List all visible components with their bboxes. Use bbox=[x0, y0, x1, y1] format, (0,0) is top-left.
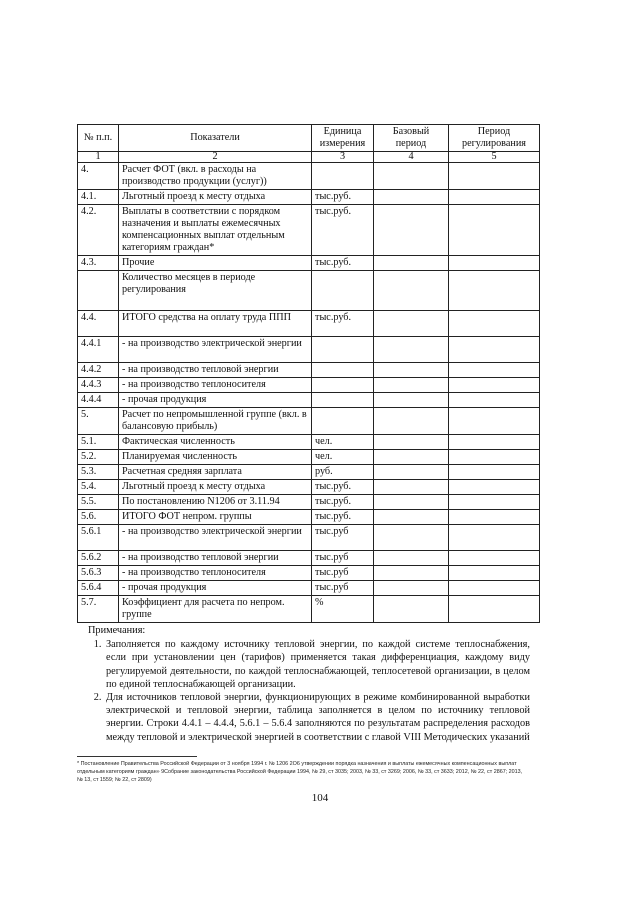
header-regulation-period: Период регулирования bbox=[449, 125, 540, 152]
row-unit: тыс.руб. bbox=[312, 495, 374, 510]
table-row bbox=[78, 163, 540, 190]
row-unit: руб. bbox=[312, 465, 374, 480]
table-row bbox=[78, 435, 540, 450]
row-unit bbox=[312, 408, 374, 435]
header-num: № п.п. bbox=[78, 125, 119, 152]
row-label: ИТОГО средства на оплату труда ППП bbox=[119, 311, 312, 337]
row-label: - на производство электрической энергии bbox=[119, 337, 312, 363]
row-number: 5.3. bbox=[78, 465, 119, 480]
row-number: 5.6.3 bbox=[78, 566, 119, 581]
row-number: 4.4. bbox=[78, 311, 119, 337]
row-label: Коэффициент для расчета по непром. группе bbox=[119, 596, 312, 623]
row-number: 4.4.2 bbox=[78, 363, 119, 378]
row-unit: тыс.руб bbox=[312, 566, 374, 581]
row-regulation-value bbox=[449, 596, 540, 623]
row-number: 4.4.3 bbox=[78, 378, 119, 393]
row-unit: чел. bbox=[312, 450, 374, 465]
row-regulation-value bbox=[449, 256, 540, 271]
row-regulation-value bbox=[449, 205, 540, 256]
row-base-value bbox=[374, 311, 449, 337]
col-number-5: 5 bbox=[449, 152, 540, 163]
row-base-value bbox=[374, 163, 449, 190]
table-row bbox=[78, 363, 540, 378]
col-number-3: 3 bbox=[312, 152, 374, 163]
row-number: 5. bbox=[78, 408, 119, 435]
row-unit: тыс.руб. bbox=[312, 311, 374, 337]
table-row bbox=[78, 190, 540, 205]
row-label: Расчет по непромышленной группе (вкл. в балансовую прибыль) bbox=[119, 408, 312, 435]
row-number: 5.5. bbox=[78, 495, 119, 510]
row-regulation-value bbox=[449, 337, 540, 363]
row-label: - на производство электрической энергии bbox=[119, 525, 312, 551]
row-number bbox=[78, 271, 119, 311]
row-base-value bbox=[374, 378, 449, 393]
indicators-table bbox=[77, 124, 540, 623]
row-base-value bbox=[374, 271, 449, 311]
notes-title: Примечания: bbox=[88, 625, 146, 636]
row-number: 4.4.4 bbox=[78, 393, 119, 408]
row-label: Льготный проезд к месту отдыха bbox=[119, 480, 312, 495]
footnote-divider bbox=[77, 756, 197, 757]
row-regulation-value bbox=[449, 271, 540, 311]
table-row bbox=[78, 566, 540, 581]
row-base-value bbox=[374, 190, 449, 205]
row-label: Расчетная средняя зарплата bbox=[119, 465, 312, 480]
table-row bbox=[78, 337, 540, 363]
row-unit: тыс.руб. bbox=[312, 256, 374, 271]
row-label: - на производство теплоносителя bbox=[119, 378, 312, 393]
row-label: - на производство теплоносителя bbox=[119, 566, 312, 581]
note-item-1: 1. Заполняется по каждому источнику тепловой энергии, по каждой системе теплоснабжения, если при установлении цен (тарифов) применяется такая дифференциация, каждому виду регулируемой деятельности, по каждой теплоснабжающей, теплосетевой организации, в целом по единой теплоснабжающей организации. bbox=[104, 638, 530, 691]
col-number-4: 4 bbox=[374, 152, 449, 163]
row-label: Количество месяцев в периоде регулирования bbox=[119, 271, 312, 311]
row-unit: тыс.руб. bbox=[312, 510, 374, 525]
row-regulation-value bbox=[449, 311, 540, 337]
row-label: - на производство тепловой энергии bbox=[119, 363, 312, 378]
row-base-value bbox=[374, 525, 449, 551]
table-row bbox=[78, 525, 540, 551]
row-unit: тыс.руб bbox=[312, 525, 374, 551]
row-unit: тыс.руб. bbox=[312, 190, 374, 205]
row-base-value bbox=[374, 363, 449, 378]
table-row bbox=[78, 378, 540, 393]
page-number: 104 bbox=[311, 792, 329, 804]
row-regulation-value bbox=[449, 480, 540, 495]
row-number: 5.6.1 bbox=[78, 525, 119, 551]
row-unit: чел. bbox=[312, 435, 374, 450]
row-label: - прочая продукция bbox=[119, 393, 312, 408]
row-number: 5.1. bbox=[78, 435, 119, 450]
table-row bbox=[78, 450, 540, 465]
row-unit bbox=[312, 163, 374, 190]
row-regulation-value bbox=[449, 408, 540, 435]
table-header-row bbox=[78, 125, 540, 152]
table-row bbox=[78, 495, 540, 510]
row-label: Льготный проезд к месту отдыха bbox=[119, 190, 312, 205]
column-number-row bbox=[78, 152, 540, 163]
row-label: Расчет ФОТ (вкл. в расходы на производство продукции (услуг)) bbox=[119, 163, 312, 190]
row-number: 5.2. bbox=[78, 450, 119, 465]
table-row bbox=[78, 480, 540, 495]
table-row bbox=[78, 581, 540, 596]
row-number: 4.4.1 bbox=[78, 337, 119, 363]
row-number: 5.4. bbox=[78, 480, 119, 495]
row-base-value bbox=[374, 393, 449, 408]
row-base-value bbox=[374, 566, 449, 581]
row-regulation-value bbox=[449, 581, 540, 596]
row-regulation-value bbox=[449, 393, 540, 408]
col-number-1: 1 bbox=[78, 152, 119, 163]
row-regulation-value bbox=[449, 465, 540, 480]
row-number: 5.6.4 bbox=[78, 581, 119, 596]
table-row bbox=[78, 205, 540, 256]
row-regulation-value bbox=[449, 163, 540, 190]
table-row bbox=[78, 408, 540, 435]
row-label: - прочая продукция bbox=[119, 581, 312, 596]
table-row bbox=[78, 311, 540, 337]
row-base-value bbox=[374, 465, 449, 480]
row-label: - на производство тепловой энергии bbox=[119, 551, 312, 566]
row-label: По постановлению N1206 от 3.11.94 bbox=[119, 495, 312, 510]
row-unit: тыс.руб. bbox=[312, 480, 374, 495]
row-number: 4. bbox=[78, 163, 119, 190]
row-regulation-value bbox=[449, 566, 540, 581]
row-label: ИТОГО ФОТ непром. группы bbox=[119, 510, 312, 525]
row-label: Выплаты в соответствии с порядком назначения и выплаты ежемесячных компенсационных выплат отдельным категориям граждан* bbox=[119, 205, 312, 256]
row-regulation-value bbox=[449, 190, 540, 205]
row-unit bbox=[312, 271, 374, 311]
header-indicators: Показатели bbox=[119, 125, 312, 152]
row-unit: % bbox=[312, 596, 374, 623]
row-unit bbox=[312, 337, 374, 363]
row-base-value bbox=[374, 551, 449, 566]
row-regulation-value bbox=[449, 450, 540, 465]
row-regulation-value bbox=[449, 435, 540, 450]
row-unit bbox=[312, 378, 374, 393]
row-regulation-value bbox=[449, 525, 540, 551]
row-unit bbox=[312, 363, 374, 378]
row-base-value bbox=[374, 435, 449, 450]
row-regulation-value bbox=[449, 510, 540, 525]
row-number: 5.7. bbox=[78, 596, 119, 623]
row-number: 5.6. bbox=[78, 510, 119, 525]
table-row bbox=[78, 465, 540, 480]
table-row bbox=[78, 510, 540, 525]
note-item-2: 2. Для источников тепловой энергии, функционирующих в режиме комбинированной выработки электрической и тепловой энергии, таблица заполняется в целом по источнику тепловой энергии. Строки 4.4.1 – 4.4.4, 5.6.1 – 5.6.4 заполняются по результатам распределения расходов между тепловой и электрической энергией в соответствии с главой VIII Методических указаний bbox=[104, 691, 530, 744]
row-base-value bbox=[374, 581, 449, 596]
row-regulation-value bbox=[449, 378, 540, 393]
footnote-text: * Постановление Правительства Российской Федерации от 3 ноября 1994 г. № 1206 2О6 утверждении порядка назначения и выплаты ежемесячных компенсационных выплат отдельным категориям граждан» 9Собрание законодательства Российской Федерации 1994, № 29, ст 3035; 2003, № 33, ст 3269; 2006, № 33, ст 3633; 2012, № 22, ст 2867; 2013, № 13, ст 1559; № 22, ст 2809) bbox=[77, 761, 523, 784]
row-base-value bbox=[374, 408, 449, 435]
row-label: Прочие bbox=[119, 256, 312, 271]
table-row bbox=[78, 596, 540, 623]
table-row bbox=[78, 271, 540, 311]
header-unit: Единица измерения bbox=[312, 125, 374, 152]
row-label: Фактическая численность bbox=[119, 435, 312, 450]
row-regulation-value bbox=[449, 551, 540, 566]
row-regulation-value bbox=[449, 495, 540, 510]
row-base-value bbox=[374, 256, 449, 271]
row-number: 5.6.2 bbox=[78, 551, 119, 566]
row-base-value bbox=[374, 480, 449, 495]
row-base-value bbox=[374, 596, 449, 623]
col-number-2: 2 bbox=[119, 152, 312, 163]
row-number: 4.2. bbox=[78, 205, 119, 256]
notes-block bbox=[88, 624, 530, 744]
row-unit: тыс.руб bbox=[312, 551, 374, 566]
table-row bbox=[78, 551, 540, 566]
row-base-value bbox=[374, 205, 449, 256]
row-unit: тыс.руб. bbox=[312, 205, 374, 256]
row-base-value bbox=[374, 337, 449, 363]
table-row bbox=[78, 256, 540, 271]
row-label: Планируемая численность bbox=[119, 450, 312, 465]
row-base-value bbox=[374, 450, 449, 465]
row-unit: тыс.руб bbox=[312, 581, 374, 596]
row-number: 4.1. bbox=[78, 190, 119, 205]
row-base-value bbox=[374, 495, 449, 510]
row-base-value bbox=[374, 510, 449, 525]
notes-list bbox=[88, 638, 530, 744]
header-base-period: Базовый период bbox=[374, 125, 449, 152]
table-row bbox=[78, 393, 540, 408]
row-unit bbox=[312, 393, 374, 408]
row-regulation-value bbox=[449, 363, 540, 378]
row-number: 4.3. bbox=[78, 256, 119, 271]
